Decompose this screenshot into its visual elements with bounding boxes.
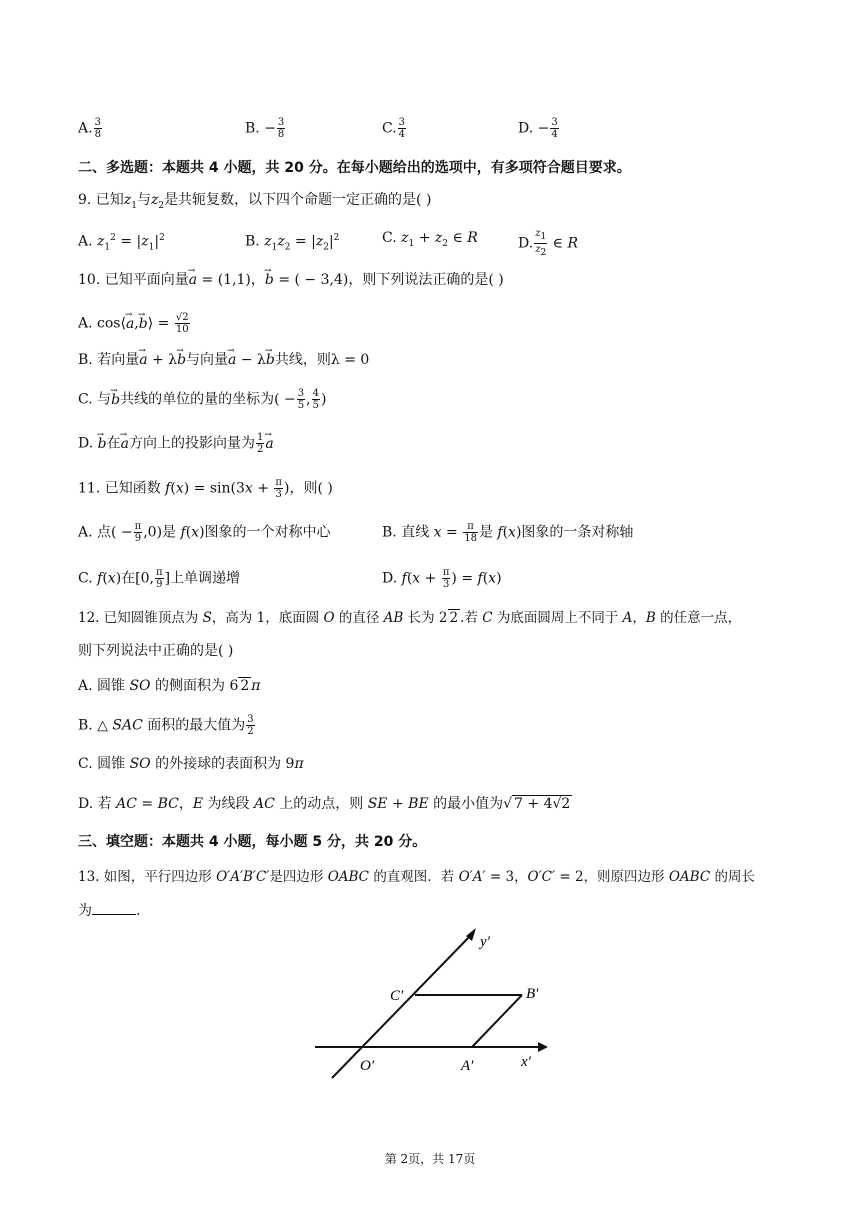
q9-stem: 9. 已知$z_1$与$z_2$是共轭复数，以下四个命题一定正确的是( ) — [78, 192, 432, 211]
q9-option-c: C. $z_1 + z_2$ ∈ R — [382, 230, 478, 249]
q12-option-a: A. 圆锥 SO 的侧面积为 6 2 π — [78, 678, 261, 694]
q11-option-a: A. 点( − $\frac{\pi}{9}$ ,0)是 f(x)图象的一个对称中心 — [78, 521, 331, 544]
q9-option-b: B. $z_1z_2 = |z_2|^2$ — [245, 233, 340, 253]
q11-option-c: C. f(x)在[0, $\frac{\pi}{9}$ ]上单调递增 — [78, 567, 241, 590]
q8-option-a: A. $\frac{3}{8}$ — [78, 117, 101, 140]
q10-stem: 10. 已知平面向量→ a = (1,1)，→ b = ( − 3,4)，则下列说法正确的是( ) — [78, 270, 504, 290]
parallelogram-figure — [310, 920, 550, 1090]
page-footer: 第 2页，共 17页 — [384, 1152, 476, 1166]
label-b: B′ — [526, 986, 539, 1002]
q12-option-b: B. △ SAC 面积的最大值为 $\frac{3}{2}$ — [78, 714, 254, 737]
y-axis — [332, 934, 472, 1078]
q11-stem: 11. 已知函数 f(x) = sin(3x + $\frac{\pi}{3}$ )，则( ) — [78, 477, 333, 500]
label-a: A′ — [461, 1058, 474, 1074]
x-axis-arrow — [538, 1042, 548, 1052]
q8-option-c: C. $\frac{3}{4}$ — [382, 117, 406, 140]
q11-option-b: B. 直线 x = $\frac{\pi}{18}$ 是 f(x)图象的一条对称轴 — [382, 521, 634, 544]
q8-option-b: B. − $\frac{3}{8}$ — [245, 117, 285, 140]
q13-stem-line1: 13. 如图，平行四边形 O′A′B′C′是四边形 OABC 的直观图．若 O′A′ = 3，O′C′ = 2，则原四边形 OABC 的周长 — [78, 869, 755, 885]
q10-option-b: B. 若向量→ a + λ→ b与向量→ a − λ→ b共线，则λ = 0 — [78, 350, 369, 370]
q12-stem-line1: 12. 已知圆锥顶点为 S，高为 1，底面圆 O 的直径 AB 长为 2 2 .若 C 为底面圆周上不同于 A，B 的任意一点， — [78, 610, 742, 626]
label-y: y′ — [480, 934, 490, 950]
q9-option-a: A. $z_1^2 = |z_1|^2$ — [78, 233, 165, 253]
answer-blank — [92, 914, 136, 915]
label-o: O′ — [360, 1058, 375, 1074]
q12-stem-line2: 则下列说法中正确的是( ) — [78, 643, 234, 659]
q10-option-c: C. 与→ b共线的单位的量的坐标为( − $\frac{3}{5}$ , $\frac{4}{5}$ ) — [78, 388, 326, 411]
q8-option-d: D. − $\frac{3}{4}$ — [518, 117, 558, 140]
q13-stem-line2: 为 . — [78, 903, 141, 919]
q10-option-d: D. → b在→ a方向上的投影向量为 $\frac{1}{2}$ → a — [78, 432, 274, 455]
q12-option-c: C. 圆锥 SO 的外接球的表面积为 9π — [78, 756, 304, 772]
q9-option-d: D. $\frac{z_1}{z_2}$ ∈ R — [518, 228, 579, 258]
label-c: C′ — [390, 988, 404, 1004]
label-x: x′ — [521, 1054, 531, 1070]
section3-title: 三、填空题：本题共 4 小题，每小题 5 分，共 20 分。 — [78, 834, 427, 850]
q12-option-d: D. 若 AC = BC，E 为线段 AC 上的动点，则 SE + BE 的最小值为√ 7 + 4√2 — [78, 796, 571, 812]
section2-title: 二、多选题：本题共 4 小题，共 20 分。在每小题给出的选项中，有多项符合题目要求。 — [78, 160, 631, 176]
q10-option-a: A. cos⟨→ a,→ b⟩ = $\frac{√2}{10}$ — [78, 312, 191, 335]
segment-ba — [472, 995, 522, 1047]
q11-option-d: D. f(x + $\frac{\pi}{3}$ ) = f(x) — [382, 567, 502, 590]
